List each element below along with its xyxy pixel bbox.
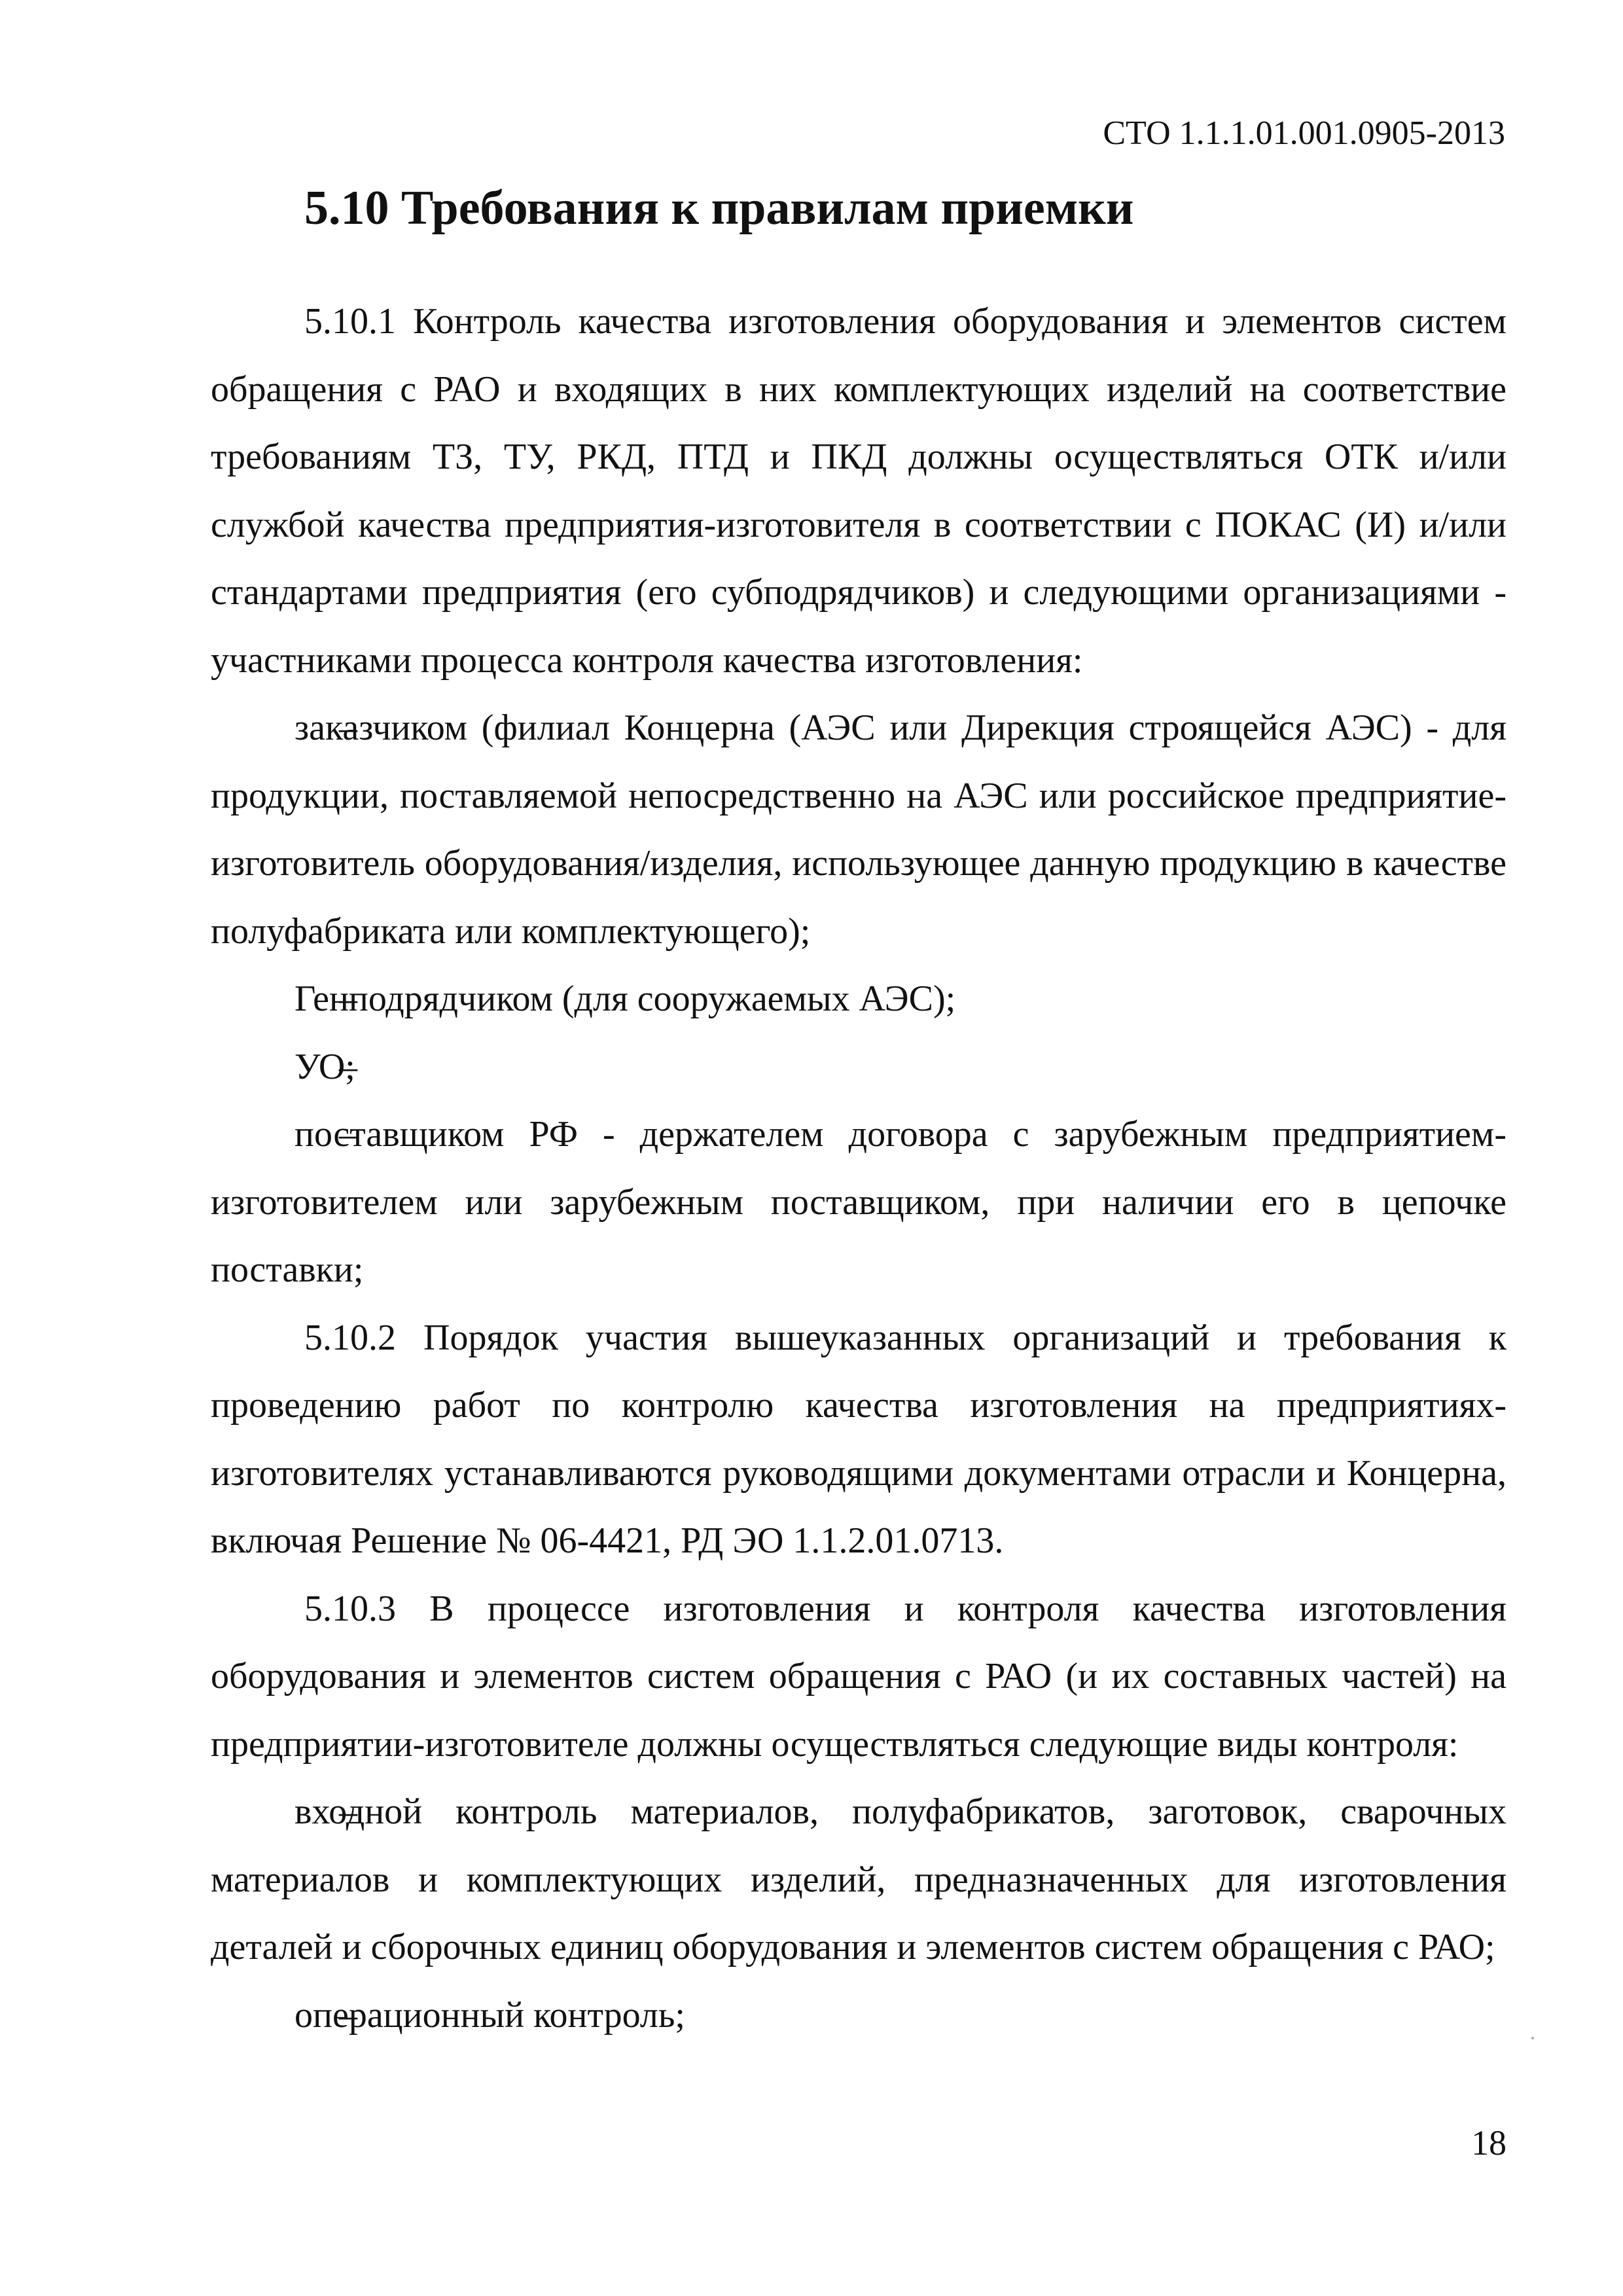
document-code: СТО 1.1.1.01.001.0905-2013 [1103, 115, 1505, 152]
list-item-operational-control: – операционный контроль; [211, 1982, 1507, 2050]
list-item-uo: – УО; [211, 1033, 1507, 1102]
page-number: 18 [1471, 2123, 1507, 2162]
list-item-customer: – заказчиком (филиал Концерна (АЭС или Дирекция строящейся АЭС) - для продукции, поставляемой непосредственно на АЭС или российское предприятие-изготовитель оборудования/изделия, использующее данную продукцию в качестве полуфабриката или комплектующего); [211, 694, 1507, 965]
paragraph-5-10-3: 5.10.3 В процессе изготовления и контроля качества изготовления оборудования и элементов систем обращения с РАО (и их составных частей) на предприятии-изготовителе должны осуществляться следующие виды контроля: [211, 1588, 1507, 1765]
list-item-supplier: – поставщиком РФ - держателем договора с зарубежным предприятием-изготовителем или зарубежным поставщиком, при наличии его в цепочке поставки; [211, 1101, 1507, 1304]
list-item-general-contractor: – Генподрядчиком (для сооружаемых АЭС); [211, 965, 1507, 1033]
document-body [211, 288, 1507, 2049]
list-item-incoming-control: – входной контроль материалов, полуфабрикатов, заготовок, сварочных материалов и комплектующих изделий, предназначенных для изготовления деталей и сборочных единиц оборудования и элементов систем обращения с РАО; [211, 1778, 1507, 1982]
paragraph-5-10-2: 5.10.2 Порядок участия вышеуказанных организаций и требования к проведению работ по контролю качества изготовления на предприятиях-изготовителях устанавливаются руководящими документами отрасли и Концерна, включая Решение № 06-4421, РД ЭО 1.1.2.01.0713. [211, 1317, 1507, 1561]
scan-dot [1531, 2037, 1534, 2039]
paragraph-5-10-1: 5.10.1 Контроль качества изготовления оборудования и элементов систем обращения с РАО и входящих в них комплектующих изделий на соответствие требованиям ТЗ, ТУ, РКД, ПТД и ПКД должны осуществляться ОТК и/или службой качества предприятия-изготовителя в соответствии с ПОКАС (И) и/или стандартами предприятия (его субподрядчиков) и следующими организациями - участниками процесса контроля качества изготовления: [211, 301, 1507, 681]
section-heading: 5.10 Требования к правилам приемки [304, 181, 1134, 235]
